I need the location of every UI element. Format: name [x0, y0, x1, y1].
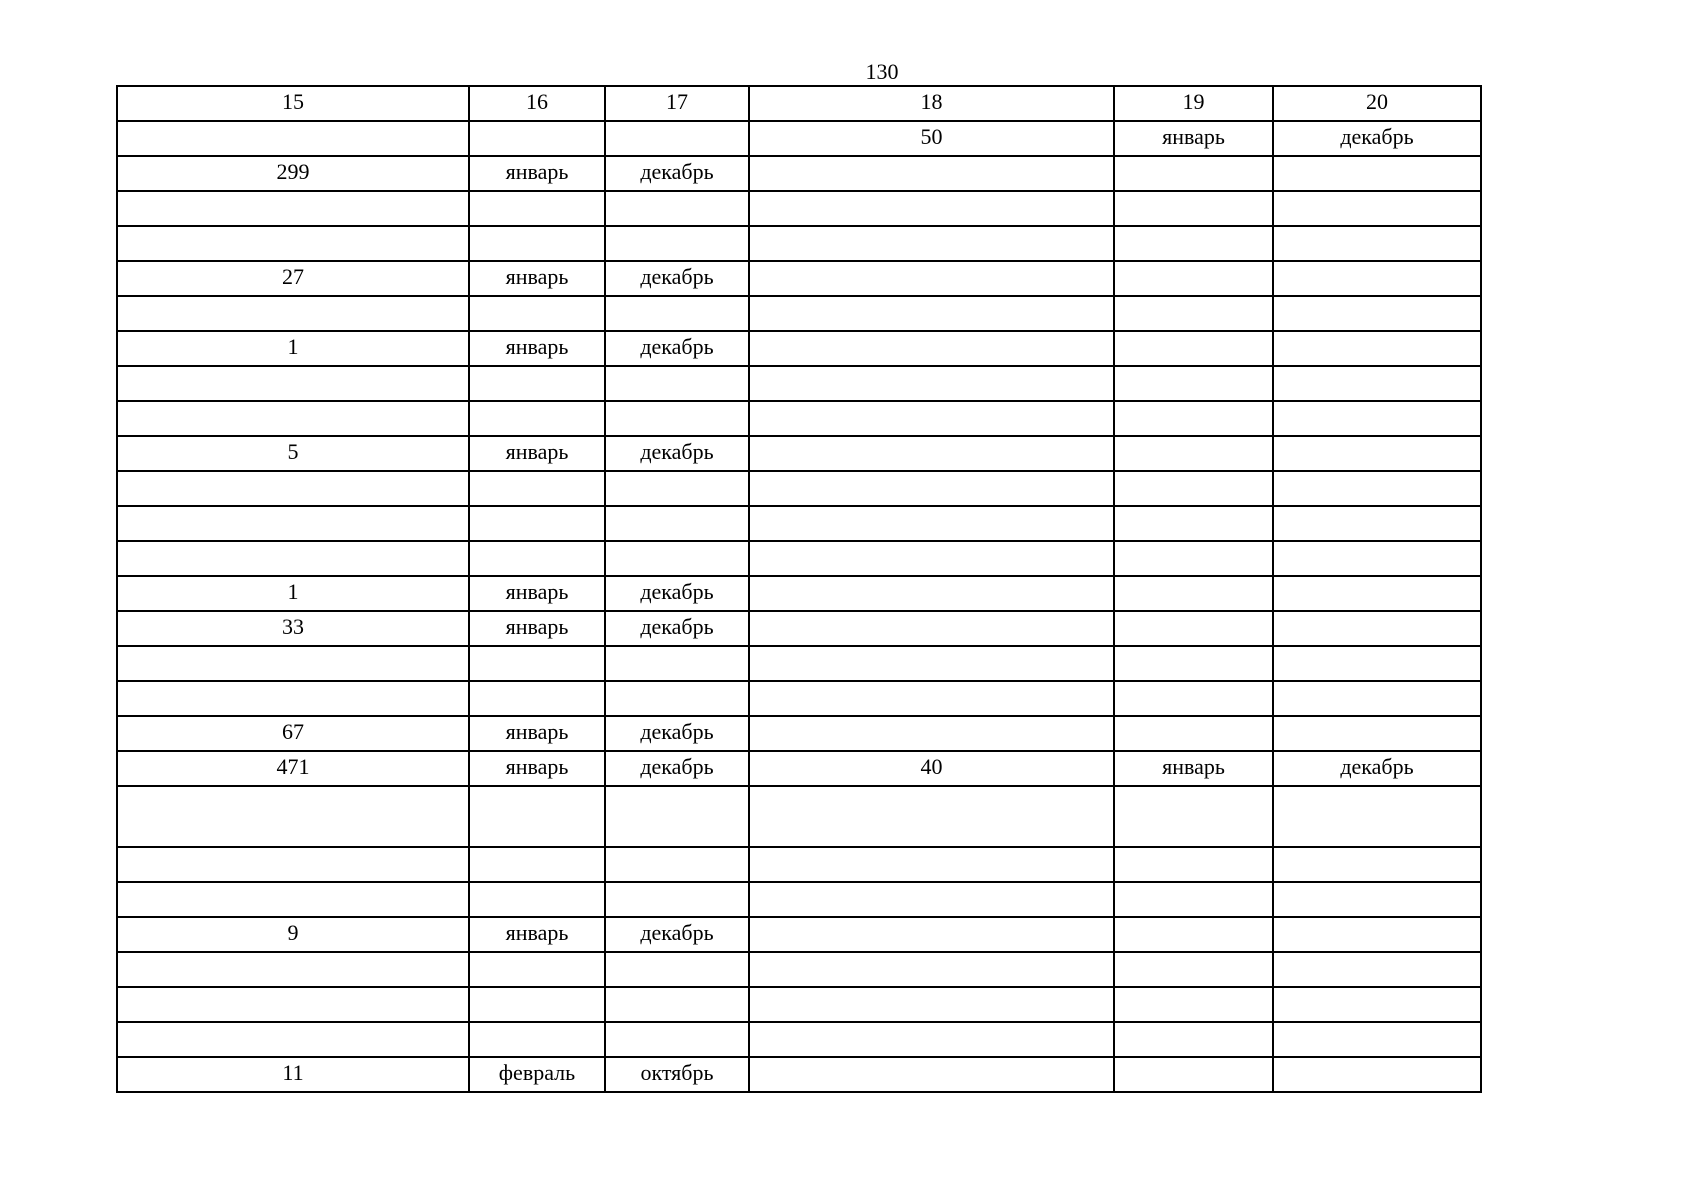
- table-cell: [117, 506, 469, 541]
- table-cell: [469, 646, 605, 681]
- table-cell: [749, 296, 1114, 331]
- table-cell: [1273, 952, 1481, 987]
- table-cell: [1273, 576, 1481, 611]
- table-cell: [469, 847, 605, 882]
- table-row: [117, 121, 1481, 156]
- table-cell: [749, 952, 1114, 987]
- table-row: [117, 576, 1481, 611]
- table-cell: декабрь: [1273, 121, 1481, 156]
- table-cell: [605, 191, 749, 226]
- table-cell: [117, 952, 469, 987]
- table-cell: [605, 226, 749, 261]
- table-cell: [1114, 882, 1273, 917]
- table-cell: [469, 681, 605, 716]
- table-cell: 67: [117, 716, 469, 751]
- table-row: [117, 191, 1481, 226]
- table-cell: [469, 952, 605, 987]
- table-cell: [1273, 156, 1481, 191]
- table-row: [117, 436, 1481, 471]
- table-cell: [1273, 471, 1481, 506]
- header-row: [117, 86, 1481, 121]
- table-cell: [1273, 882, 1481, 917]
- table-cell: [1114, 261, 1273, 296]
- table-cell: [749, 226, 1114, 261]
- table-cell: январь: [469, 611, 605, 646]
- table-cell: [749, 436, 1114, 471]
- table-row: [117, 1057, 1481, 1092]
- table-cell: [749, 576, 1114, 611]
- header-cell: 16: [469, 86, 605, 121]
- table-cell: [749, 681, 1114, 716]
- table-cell: 33: [117, 611, 469, 646]
- table-cell: 5: [117, 436, 469, 471]
- table-cell: [469, 1022, 605, 1057]
- table-cell: декабрь: [605, 751, 749, 786]
- table-cell: 27: [117, 261, 469, 296]
- table-row: [117, 681, 1481, 716]
- table-cell: декабрь: [605, 716, 749, 751]
- table-cell: [117, 471, 469, 506]
- table-cell: декабрь: [605, 611, 749, 646]
- table-cell: [605, 882, 749, 917]
- table-row: [117, 506, 1481, 541]
- page-number: 130: [865, 59, 899, 84]
- table-cell: [469, 226, 605, 261]
- table-cell: [469, 471, 605, 506]
- table-cell: [605, 121, 749, 156]
- table-cell: [605, 681, 749, 716]
- table-cell: [117, 121, 469, 156]
- table-cell: [749, 541, 1114, 576]
- table-cell: [469, 987, 605, 1022]
- table-cell: [1273, 786, 1481, 847]
- table-row: [117, 646, 1481, 681]
- table-cell: [117, 1022, 469, 1057]
- table-cell: январь: [1114, 121, 1273, 156]
- table-row: [117, 847, 1481, 882]
- table-cell: [605, 296, 749, 331]
- table-cell: [117, 882, 469, 917]
- table-row: [117, 401, 1481, 436]
- table-row: [117, 917, 1481, 952]
- table-row: [117, 1022, 1481, 1057]
- table-cell: [749, 1057, 1114, 1092]
- table-cell: [1273, 366, 1481, 401]
- table-cell: [117, 541, 469, 576]
- header-cell: 17: [605, 86, 749, 121]
- table-cell: [1114, 191, 1273, 226]
- table-cell: 1: [117, 576, 469, 611]
- table-row: [117, 226, 1481, 261]
- table-cell: [1273, 226, 1481, 261]
- table-cell: [117, 226, 469, 261]
- header-cell: 19: [1114, 86, 1273, 121]
- table-cell: [749, 786, 1114, 847]
- table-cell: [749, 611, 1114, 646]
- table-cell: [1114, 506, 1273, 541]
- table-cell: 1: [117, 331, 469, 366]
- table-cell: [469, 506, 605, 541]
- table-cell: [117, 191, 469, 226]
- table-cell: декабрь: [605, 436, 749, 471]
- table-cell: [1273, 716, 1481, 751]
- table-cell: [1114, 331, 1273, 366]
- table-cell: [469, 786, 605, 847]
- table-cell: [469, 401, 605, 436]
- table-cell: [1114, 952, 1273, 987]
- table-cell: [605, 541, 749, 576]
- table-row: [117, 716, 1481, 751]
- table-cell: [1114, 1057, 1273, 1092]
- table-cell: [1114, 1022, 1273, 1057]
- table-cell: [469, 366, 605, 401]
- table-cell: [749, 716, 1114, 751]
- table-row: [117, 261, 1481, 296]
- table-cell: февраль: [469, 1057, 605, 1092]
- table-cell: январь: [1114, 751, 1273, 786]
- table-cell: декабрь: [605, 576, 749, 611]
- table-cell: [749, 646, 1114, 681]
- table-cell: январь: [469, 751, 605, 786]
- table-cell: январь: [469, 716, 605, 751]
- table-cell: [1114, 716, 1273, 751]
- table-cell: [1273, 191, 1481, 226]
- table-cell: октябрь: [605, 1057, 749, 1092]
- table-cell: [1114, 436, 1273, 471]
- table-cell: декабрь: [605, 331, 749, 366]
- table-cell: январь: [469, 261, 605, 296]
- table-row: [117, 952, 1481, 987]
- table-cell: [1114, 847, 1273, 882]
- table-cell: [1114, 156, 1273, 191]
- table-cell: [749, 847, 1114, 882]
- table-cell: [1273, 611, 1481, 646]
- table-cell: 50: [749, 121, 1114, 156]
- table-cell: 40: [749, 751, 1114, 786]
- table-cell: январь: [469, 156, 605, 191]
- table-cell: [1114, 576, 1273, 611]
- table-cell: [469, 541, 605, 576]
- table-cell: [1114, 541, 1273, 576]
- table-cell: [1114, 366, 1273, 401]
- table-cell: [469, 882, 605, 917]
- table-cell: [1273, 681, 1481, 716]
- table-cell: [749, 917, 1114, 952]
- table-cell: декабрь: [605, 156, 749, 191]
- table-cell: [1273, 646, 1481, 681]
- table-cell: [1273, 506, 1481, 541]
- table-row: [117, 541, 1481, 576]
- table-cell: [1114, 226, 1273, 261]
- table-cell: [1114, 917, 1273, 952]
- table-cell: [749, 506, 1114, 541]
- table-row: [117, 156, 1481, 191]
- table-cell: январь: [469, 331, 605, 366]
- table-cell: [749, 261, 1114, 296]
- table-cell: [117, 646, 469, 681]
- table-cell: [749, 471, 1114, 506]
- table-cell: [469, 191, 605, 226]
- table-cell: январь: [469, 576, 605, 611]
- table-row: [117, 882, 1481, 917]
- table-cell: [117, 296, 469, 331]
- table-cell: [1114, 471, 1273, 506]
- table-cell: [1273, 401, 1481, 436]
- table-cell: декабрь: [605, 261, 749, 296]
- table-row: [117, 331, 1481, 366]
- table-row: [117, 611, 1481, 646]
- table-cell: [1273, 1057, 1481, 1092]
- table-cell: [117, 401, 469, 436]
- table-cell: [1273, 847, 1481, 882]
- table-cell: 11: [117, 1057, 469, 1092]
- table-cell: [117, 987, 469, 1022]
- table-cell: [1114, 401, 1273, 436]
- table-cell: 471: [117, 751, 469, 786]
- table-cell: [1114, 681, 1273, 716]
- header-cell: 15: [117, 86, 469, 121]
- table-row: [117, 366, 1481, 401]
- table-cell: [469, 296, 605, 331]
- table-cell: [1273, 1022, 1481, 1057]
- table-cell: [749, 331, 1114, 366]
- table-cell: январь: [469, 917, 605, 952]
- table-cell: декабрь: [605, 917, 749, 952]
- table-cell: [117, 786, 469, 847]
- table-cell: [605, 847, 749, 882]
- table-cell: [749, 156, 1114, 191]
- table-row: [117, 751, 1481, 786]
- schedule-table: [116, 85, 1482, 1093]
- table-cell: [605, 401, 749, 436]
- table-cell: [605, 1022, 749, 1057]
- table-cell: [605, 952, 749, 987]
- table-cell: [1273, 987, 1481, 1022]
- table-cell: [1114, 987, 1273, 1022]
- table-cell: [605, 506, 749, 541]
- table-cell: [117, 366, 469, 401]
- table-cell: [1114, 786, 1273, 847]
- table-cell: [117, 847, 469, 882]
- table-cell: [1114, 646, 1273, 681]
- table-cell: [605, 471, 749, 506]
- table-cell: [1273, 917, 1481, 952]
- table-cell: [749, 987, 1114, 1022]
- table-cell: [469, 121, 605, 156]
- table-cell: [117, 681, 469, 716]
- table-cell: [749, 882, 1114, 917]
- table-cell: [749, 401, 1114, 436]
- table-cell: [1273, 296, 1481, 331]
- table-row: [117, 786, 1481, 847]
- table-row: [117, 471, 1481, 506]
- table-cell: [749, 191, 1114, 226]
- table-cell: 9: [117, 917, 469, 952]
- table-cell: [605, 987, 749, 1022]
- table-row: [117, 296, 1481, 331]
- table-cell: [1273, 541, 1481, 576]
- table-cell: [1114, 611, 1273, 646]
- table-cell: [605, 786, 749, 847]
- table-cell: [1273, 261, 1481, 296]
- table-cell: [1114, 296, 1273, 331]
- table-cell: [605, 366, 749, 401]
- table-row: [117, 987, 1481, 1022]
- header-cell: 20: [1273, 86, 1481, 121]
- table-cell: [749, 366, 1114, 401]
- table-cell: [1273, 436, 1481, 471]
- table-cell: 299: [117, 156, 469, 191]
- table-cell: [1273, 331, 1481, 366]
- table-cell: январь: [469, 436, 605, 471]
- table-cell: [605, 646, 749, 681]
- table-cell: [749, 1022, 1114, 1057]
- header-cell: 18: [749, 86, 1114, 121]
- table-cell: декабрь: [1273, 751, 1481, 786]
